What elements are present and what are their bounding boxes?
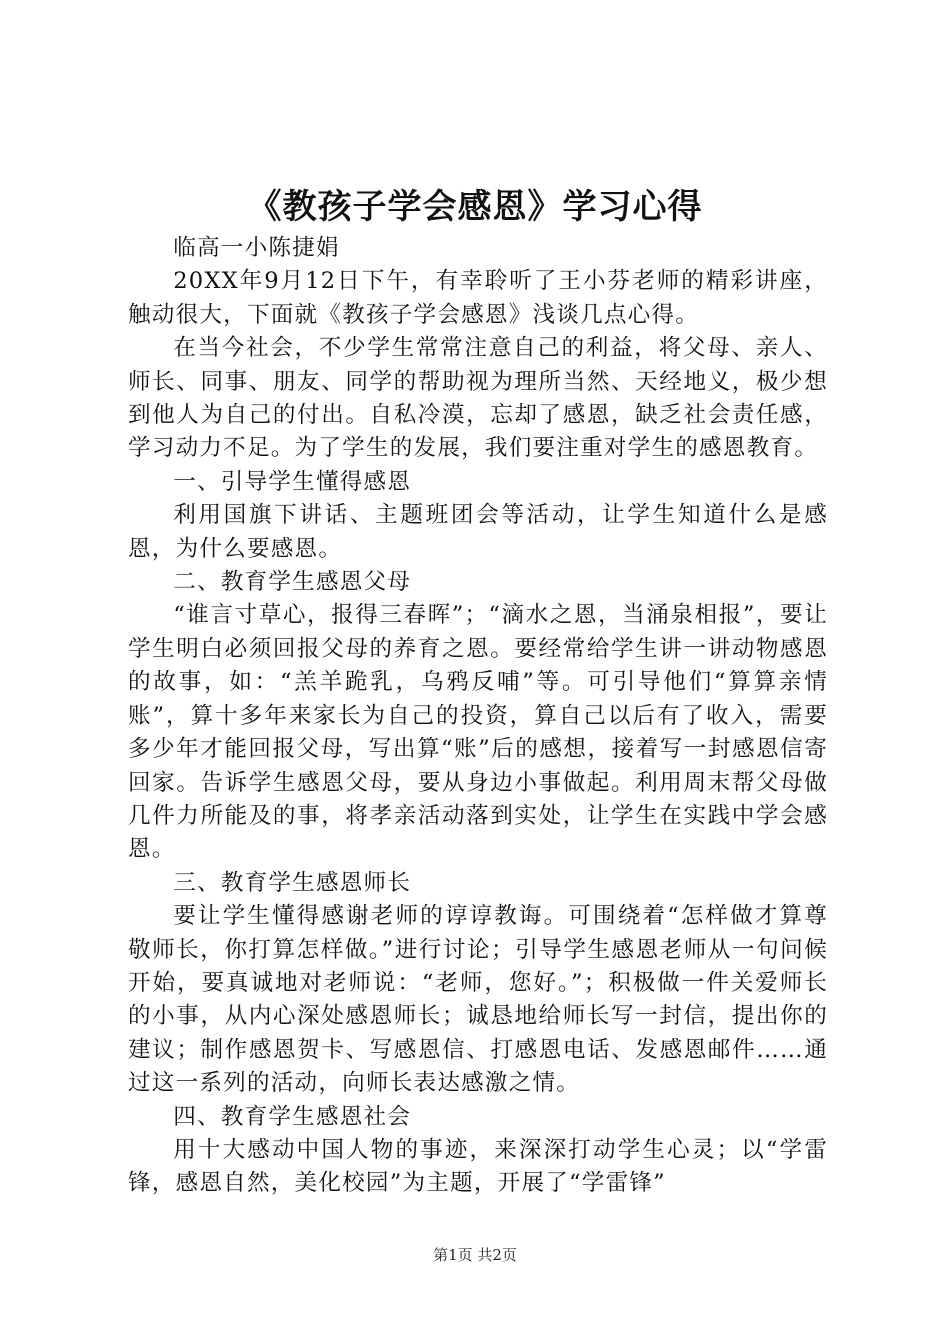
section-heading-3: 三、教育学生感恩师长: [173, 869, 412, 896]
section-1-paragraph: 利用国旗下讲话、主题班团会等活动，让学生知道什么是感恩，为什么要感恩。: [128, 502, 828, 562]
page-footer: 第1页 共2页: [433, 1246, 517, 1264]
section-heading-2: 二、教育学生感恩父母: [173, 569, 412, 596]
context-paragraph: 在当今社会，不少学生常常注意自己的利益，将父母、亲人、师长、同事、朋友、同学的帮助视为理所当然、天经地义，极少想到他人为自己的付出。自私冷漠，忘却了感恩，缺乏社会责任感，学习动力不足。为了学生的发展，我们要注重对学生的感恩教育。: [128, 335, 828, 462]
section-2-paragraph: “谁言寸草心，报得三春晖”；“滴水之恩，当涌泉相报”，要让学生明白必须回报父母的养育之恩。要经常给学生讲一讲动物感恩的故事，如：“羔羊跪乳，乌鸦反哺”等。可引导他们“算算亲情账”，算十多年来家长为自己的投资，算自己以后有了收入，需要多少年才能回报父母，写出算“账”后的感想，接着写一封感恩信寄回家。告诉学生感恩父母，要从身边小事做起。利用周末帮父母做几件力所能及的事，将孝亲活动落到实处，让学生在实践中学会感恩。: [128, 602, 828, 863]
section-heading-4: 四、教育学生感恩社会: [173, 1103, 412, 1130]
intro-paragraph: 20XX年9月12日下午，有幸聆听了王小芬老师的精彩讲座，触动很大，下面就《教孩子学会感恩》浅谈几点心得。: [128, 268, 828, 328]
document-body: [128, 232, 828, 1201]
section-3-paragraph: 要让学生懂得感谢老师的谆谆教诲。可围绕着“怎样做才算尊敬师长，你打算怎样做。”进行讨论；引导学生感恩老师从一句问候开始，要真诚地对老师说：“老师，您好。”；积极做一件关爱师长的小事，从内心深处感恩师长；诚恳地给师长写一封信，提出你的建议；制作感恩贺卡、写感恩信、打感恩电话、发感恩邮件……通过这一系列的活动，向师长表达感激之情。: [128, 903, 828, 1097]
section-4-paragraph: 用十大感动中国人物的事迹，来深深打动学生心灵；以“学雷锋，感恩自然，美化校园”为主题，开展了“学雷锋”: [128, 1136, 828, 1197]
section-heading-1: 一、引导学生懂得感恩: [173, 468, 412, 495]
document-title: 《教孩子学会感恩》学习心得: [247, 187, 703, 227]
author-line: 临高一小陈捷娟: [173, 235, 340, 261]
